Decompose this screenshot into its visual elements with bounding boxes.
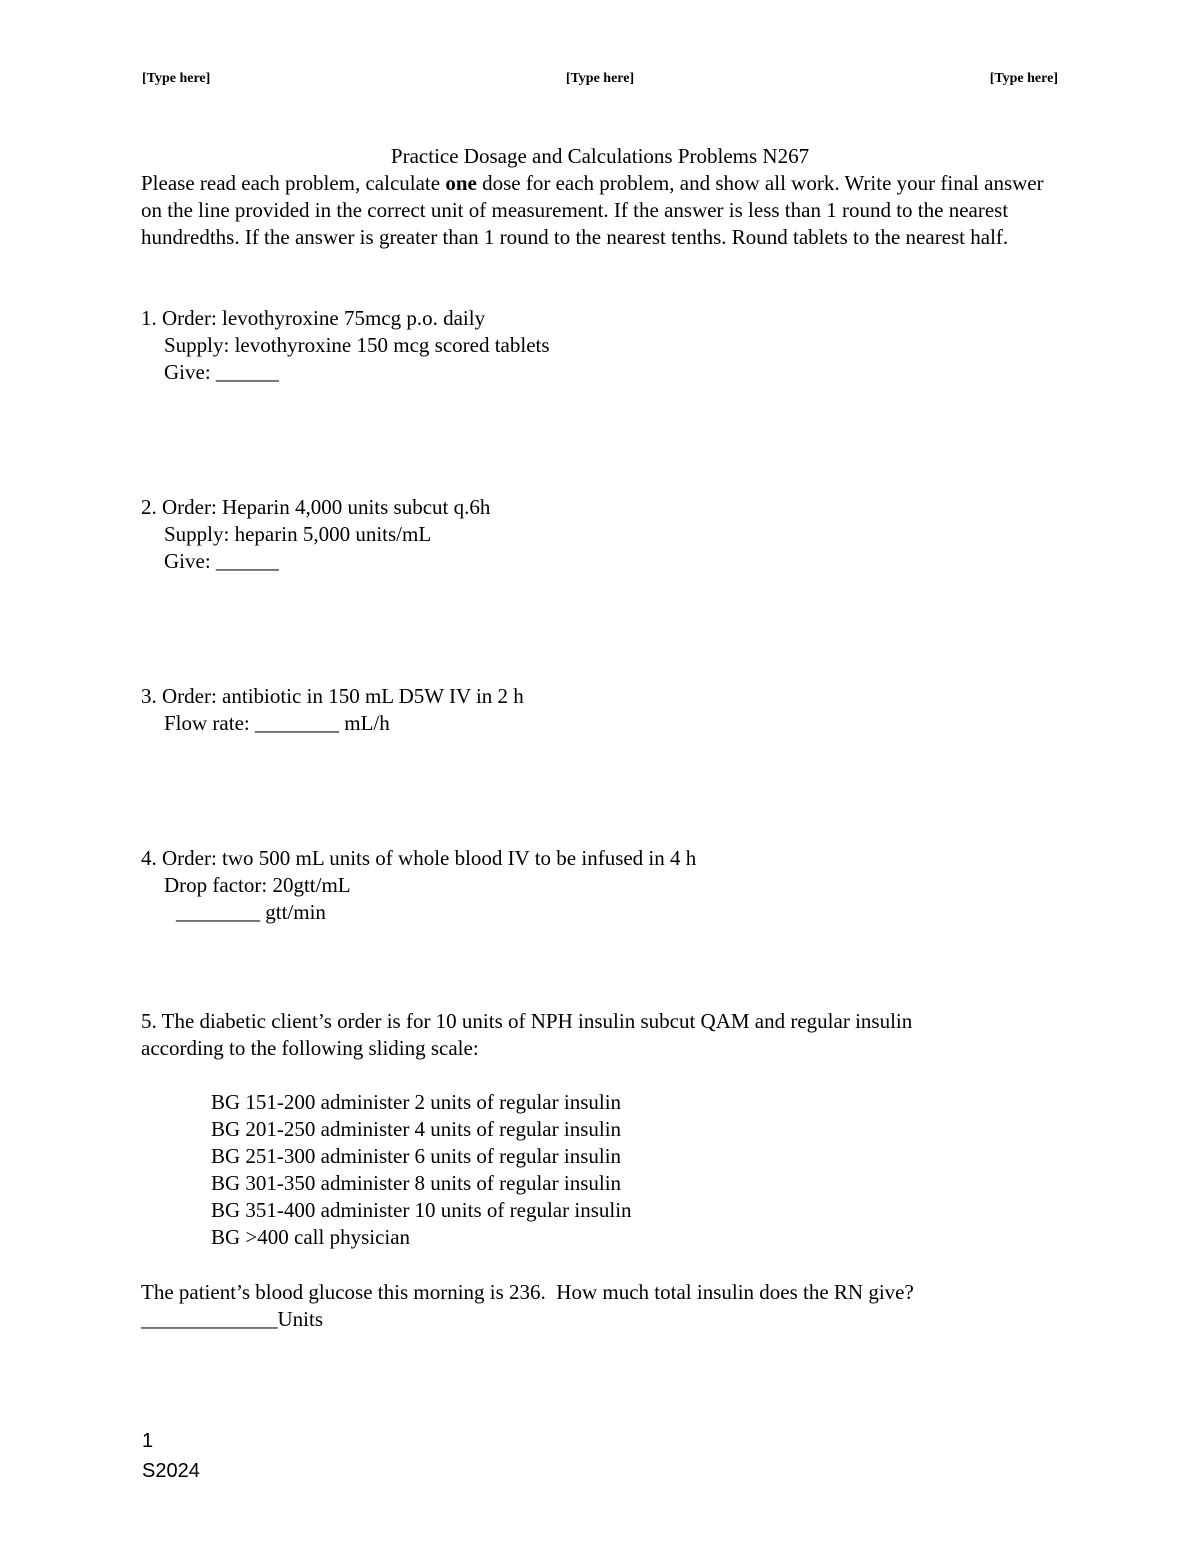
problem-4 (141, 845, 1066, 926)
problem-2-give: Give: ______ (164, 549, 279, 573)
problem-5-answer-line: _____________Units (141, 1307, 324, 1331)
problem-3-order: 3. Order: antibiotic in 150 mL D5W IV in 2 h (141, 684, 524, 708)
header-center: [Type here] (565, 71, 635, 86)
problem-2-supply: Supply: heparin 5,000 units/mL (164, 522, 432, 546)
problem-5 (141, 1008, 1066, 1062)
problem-2 (141, 494, 1066, 575)
page-number: 1 (142, 1430, 154, 1452)
sliding-scale-row: BG 151-200 administer 2 units of regular insulin (211, 1090, 622, 1114)
problem-3 (141, 683, 1066, 737)
problem-2-order: 2. Order: Heparin 4,000 units subcut q.6h (141, 495, 491, 519)
instructions-text-end: dose for each problem, and show all work. Write your final answer on the line provided in the correct unit of measurement. If the answer is less than 1 round to the nearest hundredths. If the answer is greater than 1 round to the nearest tenths. Round tablets to the nearest half. (141, 171, 1044, 249)
problem-4-answer-line: ________ gtt/min (176, 900, 326, 924)
sliding-scale-row: BG >400 call physician (211, 1225, 411, 1249)
sliding-scale-row: BG 251-300 administer 6 units of regular insulin (211, 1144, 622, 1168)
problem-5-order-cont: according to the following sliding scale: (141, 1036, 479, 1060)
instructions-text-start: Please read each problem, calculate (141, 171, 446, 195)
header-left: [Type here] (142, 71, 211, 86)
problem-1 (141, 305, 1066, 386)
sliding-scale-row: BG 301-350 administer 8 units of regular insulin (211, 1171, 622, 1195)
problem-5-order: 5. The diabetic client’s order is for 10 units of NPH insulin subcut QAM and regular insulin (141, 1009, 913, 1033)
footer-code: S2024 (142, 1460, 200, 1482)
problem-4-drop-factor: Drop factor: 20gtt/mL (164, 873, 351, 897)
problem-3-flow-rate: Flow rate: ________ mL/h (164, 711, 390, 735)
sliding-scale-row: BG 201-250 administer 4 units of regular insulin (211, 1117, 622, 1141)
document-title: Practice Dosage and Calculations Problems N267 (390, 144, 810, 168)
problem-1-order: 1. Order: levothyroxine 75mcg p.o. daily (141, 306, 486, 330)
sliding-scale (211, 1089, 632, 1251)
problem-1-supply: Supply: levothyroxine 150 mcg scored tablets (164, 333, 550, 357)
instructions-bold-word: one (445, 171, 477, 195)
sliding-scale-row: BG 351-400 administer 10 units of regular insulin (211, 1198, 632, 1222)
problem-5-question-block (141, 1279, 1066, 1333)
problem-4-order: 4. Order: two 500 mL units of whole blood IV to be infused in 4 h (141, 846, 697, 870)
problem-5-question: The patient’s blood glucose this morning is 236. How much total insulin does the RN give? (141, 1280, 914, 1304)
header-right: [Type here] (989, 71, 1058, 86)
problem-1-give: Give: ______ (164, 360, 279, 384)
instructions (141, 170, 1066, 251)
